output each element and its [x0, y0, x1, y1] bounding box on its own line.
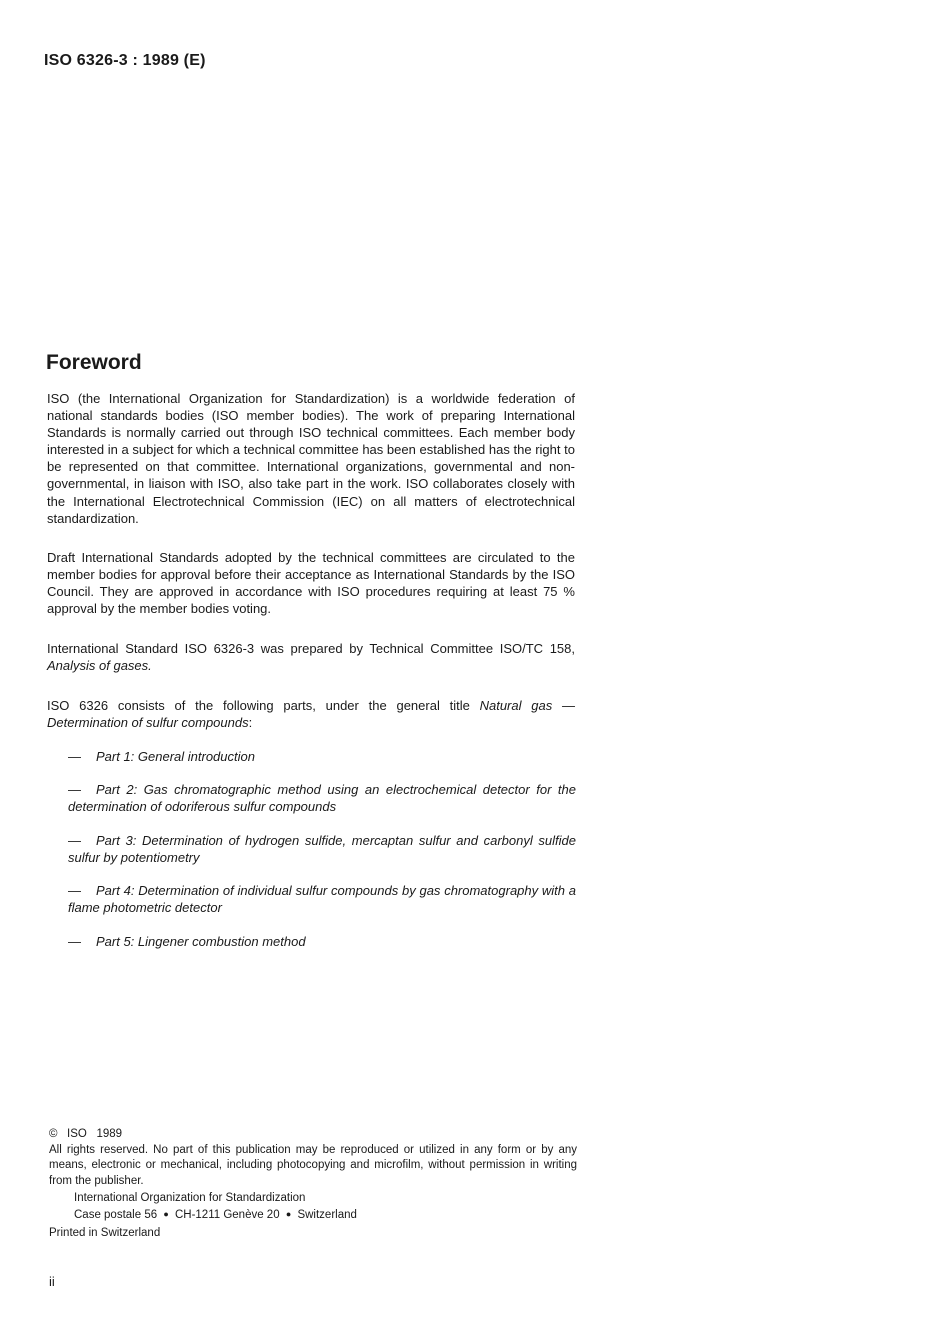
prepared-by-text: International Standard ISO 6326-3 was prepared by Technical Committee ISO/TC 158, — [47, 641, 575, 656]
page-number: ii — [49, 1274, 55, 1289]
list-item-text: Part 2: Gas chromatographic method using an electrochemical detector for the determination of odoriferous sulfur compounds — [68, 782, 576, 814]
address-line-1: Case postale 56 — [74, 1208, 158, 1221]
list-item-text: Part 1: General introduction — [96, 749, 255, 764]
list-item-part-4 — [68, 882, 576, 916]
document-header: ISO 6326-3 : 1989 (E) — [44, 52, 206, 69]
copyright-line: © ISO 1989 — [49, 1128, 123, 1140]
parts-intro-suffix: : — [248, 715, 253, 731]
foreword-paragraph-1: ISO (the International Organization for Standardization) is a worldwide federation of national standards bodies (ISO member bodies). The work of preparing International Standards is normally carried out through ISO technical committees. Each member body interested in a subject for which a technical committee has been established has the right to be represented on that committee. International organizations, governmental and non-governmental, in liaison with ISO, also take part in the work. ISO collaborates closely with the International Electrotechnical Commission (IEC) on all matters of electrotechnical standardization. — [47, 391, 575, 526]
copyright-block — [49, 1127, 577, 1242]
address-line-2: CH-1211 Genève 20 — [174, 1208, 280, 1221]
foreword-paragraph-2: Draft International Standards adopted by the technical committees are circulated to the member bodies for approval before their acceptance as International Standards by the ISO Council. They are approved in accordance with ISO procedures requiring at least 75 % approval by the member bodies voting. — [47, 550, 575, 617]
list-dash: — — [68, 934, 81, 949]
list-dash: — — [68, 749, 81, 764]
parts-intro-paragraph — [47, 697, 575, 731]
postal-address — [49, 1207, 577, 1224]
list-item-text: Part 5: Lingener combustion method — [96, 934, 306, 949]
list-item-part-2 — [68, 781, 576, 815]
list-item-text: Part 3: Determination of hydrogen sulfide, mercaptan sulfur and carbonyl sulfide sulfur by potentiometry — [68, 833, 576, 865]
list-item-part-1 — [68, 748, 576, 765]
prepared-by-paragraph — [47, 640, 575, 674]
list-item-part-3 — [68, 832, 576, 866]
bullet-icon: ● — [163, 1208, 169, 1219]
list-dash: — — [68, 782, 81, 797]
list-item-part-5 — [68, 933, 576, 950]
bullet-icon: ● — [285, 1208, 292, 1219]
list-dash: — — [68, 833, 81, 848]
rights-notice: All rights reserved. No part of this publication may be reproduced or utilized in any form or by any means, electronic or mechanical, including photocopying and microfilm, without permission in writing from the publisher. — [49, 1143, 577, 1187]
address-line-3: Switzerland — [297, 1208, 357, 1221]
committee-title: Analysis of gases. — [47, 658, 152, 674]
parts-intro-text: ISO 6326 consists of the following parts, under the general title — [47, 698, 470, 713]
foreword-title: Foreword — [46, 351, 142, 374]
list-item-text: Part 4: Determination of individual sulfur compounds by gas chromatography with a flame photometric detector — [68, 883, 576, 915]
organization-name: International Organization for Standardization — [74, 1192, 306, 1204]
printed-in: Printed in Switzerland — [49, 1227, 161, 1239]
general-title: Natural gas — Determination of sulfur compounds — [47, 698, 575, 731]
list-dash: — — [68, 883, 81, 898]
